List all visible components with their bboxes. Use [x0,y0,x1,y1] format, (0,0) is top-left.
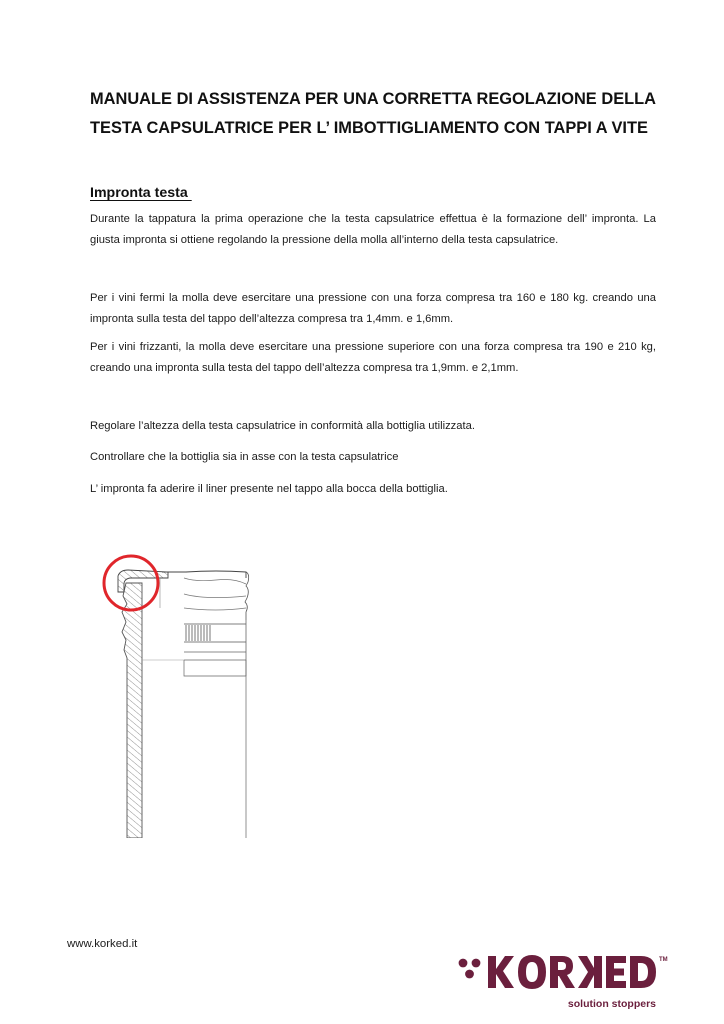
paragraph-controllare-asse: Controllare che la bottiglia sia in asse con la testa capsulatrice [90,451,399,463]
logo-tagline: solution stoppers [567,998,656,1010]
footer-website-link[interactable]: www.korked.it [67,938,138,950]
document-title [90,85,656,143]
paragraph-liner: L’ impronta fa aderire il liner presente nel tappo alla bocca della bottiglia. [90,483,448,495]
title-line-1: MANUALE DI ASSISTENZA PER UNA CORRETTA REGOLAZIONE DELLA [90,90,656,108]
title-line-2: TESTA CAPSULATRICE PER L’ IMBOTTIGLIAMENTO CON TAPPI A VITE [90,119,648,137]
logo-trademark: TM [659,957,668,963]
section-heading: Impronta testa [90,185,192,201]
korked-logo [456,952,672,1014]
paragraph-regolare-altezza: Regolare l’altezza della testa capsulatrice in conformità alla bottiglia utilizzata. [90,420,475,432]
paragraph-vini-fermi: Per i vini fermi la molla deve esercitare una pressione con una forza compresa tra 160 e 180 kg. creando una impronta sulla testa del tappo dell’altezza compresa tra 1,4mm. e 1,6mm. [90,292,656,325]
paragraph-vini-frizzanti: Per i vini frizzanti, la molla deve esercitare una pressione superiore con una forza compresa tra 190 e 210 kg, creando una impronta sulla testa del tappo dell’altezza compresa tra 1,9mm. e 2,1mm. [90,341,656,374]
paragraph-impronta-intro: Durante la tappatura la prima operazione che la testa capsulatrice effettua è la formazione dell’ impronta. La giusta impronta si ottiene regolando la pressione della molla all’interno della testa capsulatrice. [90,213,656,246]
bottle-neck-drawing-icon [96,548,268,838]
